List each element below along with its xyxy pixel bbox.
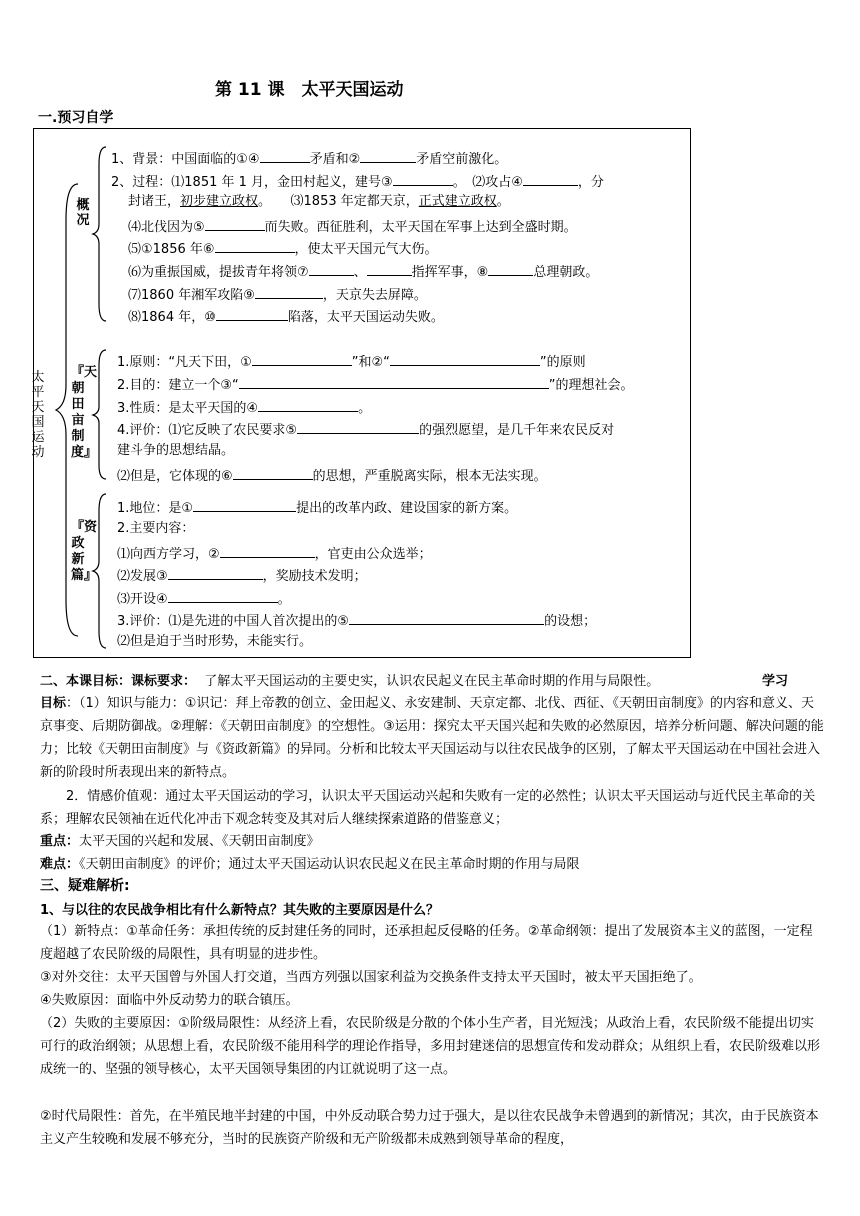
g2-line-2: 2.目的：建立一个③“ ”的理想社会。 (117, 374, 634, 394)
g2-line-1: 1.原则：“凡天下田，① ”和②“ ”的原则 (117, 351, 586, 371)
section-1-heading: 一.预习自学 (38, 110, 114, 126)
brace-g1 (90, 144, 110, 324)
g3-line-5: ⑶开设④ 。 (117, 588, 291, 608)
group-label-tianchao: 『天朝田亩制度』 (71, 365, 98, 460)
g3-line-1: 1.地位：是① 提出的改革内政、建设国家的新方案。 (117, 497, 517, 517)
answer-para-1: （1）新特点：①革命任务：承担传统的反封建任务的同时，还承担起反侵略的任务。②革命纲领：提出了发展资本主义的蓝图，一定程度超越了农民阶级的局限性，具有明显的进步性。 (40, 924, 813, 962)
g2-line-4: 4.评价：⑴它反映了农民要求⑤ 的强烈愿望，是几千年来农民反对 (117, 419, 614, 439)
answer-para-5: ②时代局限性：首先，在半殖民地半封建的中国，中外反动联合势力过于强大，是以往农民战争未曾遇到的新情况；其次，由于民族资本主义产生较晚和发展不够充分，当时的民族资产阶级和无产阶级都未成熟到领导革命的程度， (40, 1109, 819, 1147)
key-point: 重点：太平天国的兴起和发展、《天朝田亩制度》 (40, 834, 320, 849)
g2-line-5: 建斗争的思想结晶。 (117, 443, 235, 458)
g1-line-3: 封诸王，初步建立政权。 ⑶1853 年定都天京，正式建立政权。 (128, 194, 510, 209)
question-1: 1、与以往的农民战争相比有什么新特点？其失败的主要原因是什么？ (40, 903, 440, 918)
g3-line-6: 3.评价：⑴是先进的中国人首次提出的⑤ 的设想； (117, 610, 596, 630)
answer-para-4: （2）失败的主要原因：①阶级局限性：从经济上看，农民阶级是分散的个体小生产者，目光短浅；从政治上看，农民阶级不能提出切实可行的政治纲领；从思想上看，农民阶级不能用科学的理论作指导，多用封建迷信的思想宣传和发动群众；从组织上看，农民阶级难以形成统一的、坚强的领导核心，太平天国领导集团的内讧就说明了这一点。 (40, 1016, 821, 1077)
g1-line-5: ⑸①1856 年⑥ ，使太平天国元气大伤。 (128, 238, 438, 258)
g1-line-4: ⑷北伐因为⑤ 而失败。西征胜利，太平天国在军事上达到全盛时期。 (128, 216, 577, 236)
g2-line-3: 3.性质：是太平天国的④ 。 (117, 397, 371, 417)
g3-line-4: ⑵发展③ ，奖励技术发明； (117, 565, 367, 585)
goals-paragraph-2: 2．情感价值观：通过太平天国运动的学习，认识太平天国运动兴起和失败有一定的必然性；认识太平天国运动与近代民主革命的关系；理解农民领袖在近代化冲击下观念转变及其对后人继续探索道路的借鉴意义； (40, 789, 816, 827)
g3-line-7: ⑵但是迫于当时形势，未能实行。 (117, 634, 313, 649)
side-label: 太平天国运动 (31, 370, 45, 460)
group-label-overview: 概况 (76, 198, 90, 228)
g3-line-2: 2.主要内容： (117, 521, 195, 536)
group-label-zizheng: 『资政新篇』 (71, 520, 98, 583)
goals-paragraph-1: 目标：（1）知识与能力：①识记：拜上帝教的创立、金田起义、永安建制、天京定都、北伐、西征、《天朝田亩制度》的内容和意义、天京事变、后期防御战。②理解：《天朝田亩制度》的空想性。③运用：探究太平天国兴起和失败的必然原因，培养分析问题、解决问题的能力；比较《天朝田亩制度》与《资政新篇》的异同。分析和比较太平天国运动与以往农民战争的区别，了解太平天国运动在中国社会进入新的阶段时所表现出来的新特点。 (40, 696, 824, 780)
learning-label: 学习 (762, 674, 789, 689)
g1-line-7: ⑺1860 年湘军攻陷⑨ ，天京失去屏障。 (128, 284, 427, 304)
g1-line-8: ⑻1864 年，⑩ 陷落，太平天国运动失败。 (128, 306, 444, 326)
section-3-heading: 三、疑难解析: (40, 878, 130, 894)
answer-para-2: ③对外交往：太平天国曾与外国人打交道，当西方列强以国家利益为交换条件支持太平天国时，被太平天国拒绝了。 (40, 970, 702, 985)
g2-line-6: ⑵但是，它体现的⑥ 的思想，严重脱离实际，根本无法实现。 (117, 465, 547, 485)
g1-line-1: 1、背景：中国面临的①④ 矛盾和② 矛盾空前激化。 (111, 148, 507, 168)
difficult-point: 难点：《天朝田亩制度》的评价；通过太平天国运动认识农民起义在民主革命时期的作用与局限 (40, 857, 580, 872)
g1-line-6: ⑹为重振国威，提拔青年将领⑦ 、 指挥军事，⑧ 总理朝政。 (128, 261, 598, 281)
page-title: 第 11 课 太平天国运动 (215, 80, 404, 100)
g3-line-3: ⑴向西方学习，② ，官吏由公众选举； (117, 543, 432, 563)
answer-para-3: ④失败原因：面临中外反动势力的联合镇压。 (40, 993, 299, 1008)
g1-line-2: 2、过程：⑴1851 年 1 月，金田村起义，建号③ 。 ⑵攻占④ ，分 (111, 171, 604, 191)
section-2-line: 二、本课目标：课标要求： 了解太平天国运动的主要史实，认识农民起义在民主革命时期的作用与局限性。 (40, 674, 660, 689)
